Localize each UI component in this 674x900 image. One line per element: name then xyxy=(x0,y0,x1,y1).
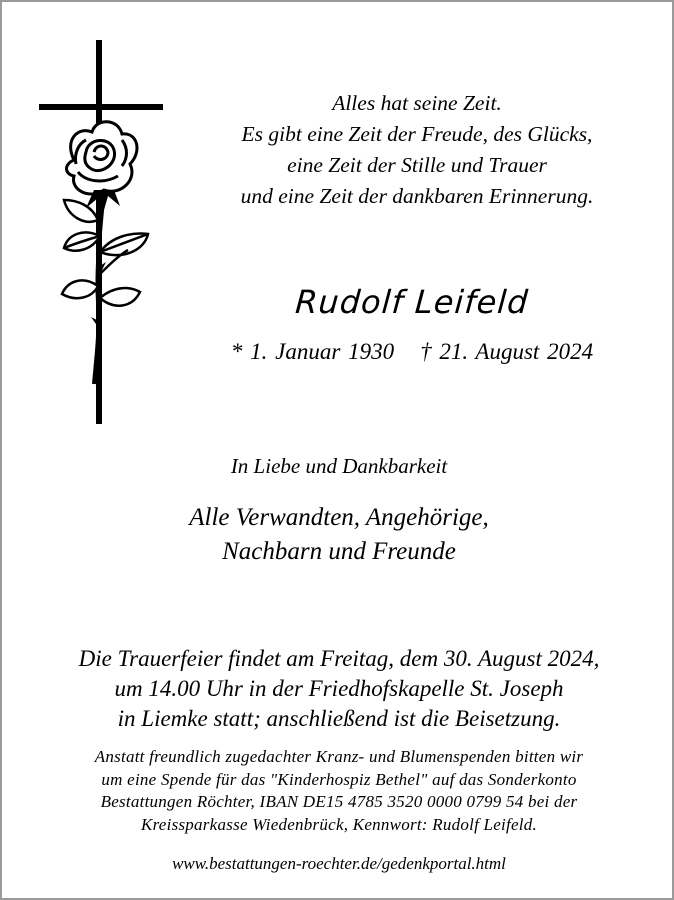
donation-line: Bestattungen Röchter, IBAN DE15 4785 3520 0000 0799 54 bei der xyxy=(100,792,578,811)
service-line: um 14.00 Uhr in der Friedhofskapelle St. Joseph xyxy=(114,676,564,701)
funeral-service-info xyxy=(2,644,674,734)
donation-line: Anstatt freundlich zugedachter Kranz- und Blumenspenden bitten wir xyxy=(94,747,584,766)
poem-line: Alles hat seine Zeit. xyxy=(332,91,502,115)
dedication-text: In Liebe und Dankbarkeit xyxy=(230,454,448,478)
poem-line: eine Zeit der Stille und Trauer xyxy=(287,153,547,177)
life-dates xyxy=(152,339,672,365)
deceased-name: Rudolf Leifeld xyxy=(294,283,530,321)
donation-line: um eine Spende für das "Kinderhospiz Bethel" auf das Sonderkonto xyxy=(101,769,577,789)
mourners xyxy=(2,501,674,569)
poem-line: Es gibt eine Zeit der Freude, des Glücks, xyxy=(241,122,593,146)
donation-note xyxy=(2,746,674,836)
website-link[interactable]: www.bestattungen-roechter.de/gedenkportal.html xyxy=(172,854,506,873)
mourners-line: Nachbarn und Freunde xyxy=(222,538,456,565)
service-line: Die Trauerfeier findet am Freitag, dem 30. August 2024, xyxy=(78,646,600,671)
cross-with-rose-icon xyxy=(34,40,169,424)
dedication xyxy=(2,454,674,479)
mourners-line: Alle Verwandten, Angehörige, xyxy=(189,504,489,531)
death-date: † 21. August 2024 xyxy=(420,339,594,364)
poem xyxy=(157,88,674,212)
poem-line: und eine Zeit der dankbaren Erinnerung. xyxy=(240,184,594,208)
service-line: in Liemke statt; anschließend ist die Beisetzung. xyxy=(117,706,561,731)
birth-date: * 1. Januar 1930 xyxy=(230,339,395,364)
donation-line: Kreissparkasse Wiedenbrück, Kennwort: Rudolf Leifeld. xyxy=(140,814,538,834)
